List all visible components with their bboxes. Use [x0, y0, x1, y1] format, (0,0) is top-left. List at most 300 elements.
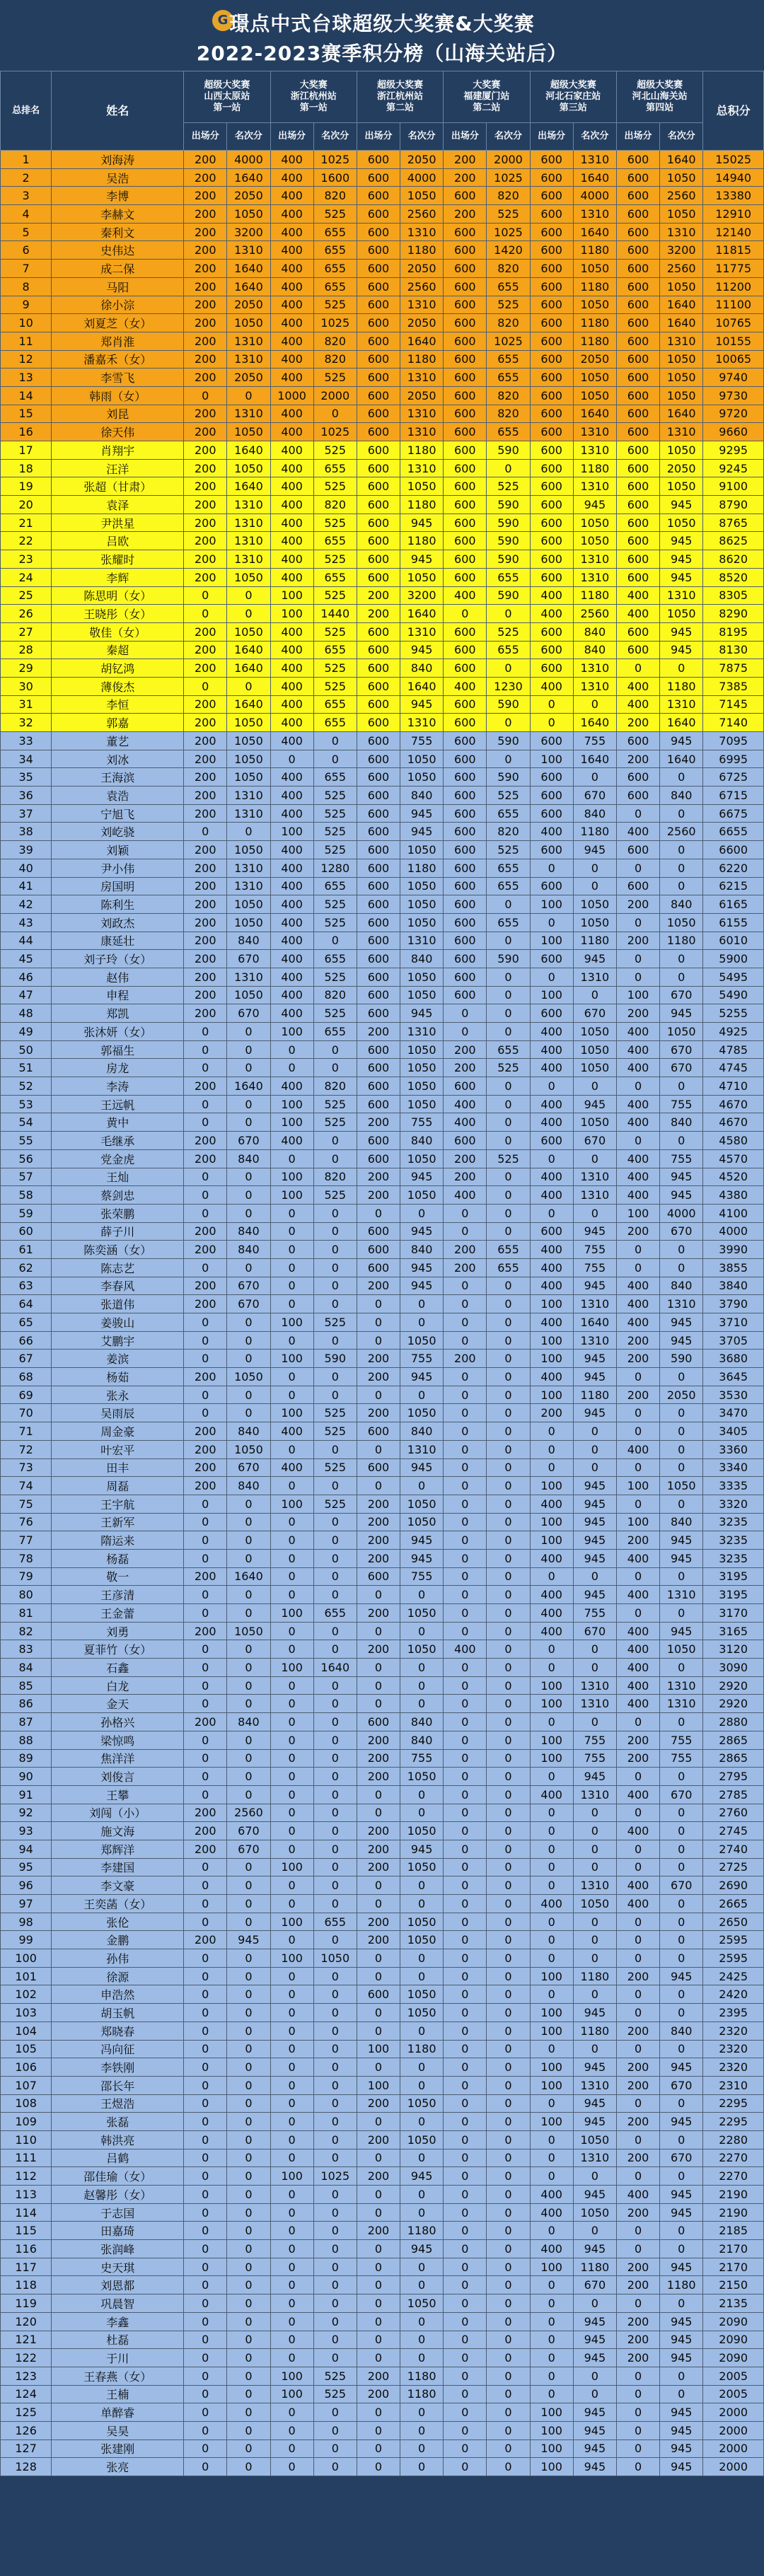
score-cell: 840 — [400, 1132, 444, 1150]
score-cell: 0 — [530, 968, 573, 986]
score-cell: 945 — [400, 1549, 444, 1567]
score-cell: 0 — [313, 750, 357, 768]
score-cell: 1050 — [400, 1640, 444, 1659]
score-cell: 600 — [444, 950, 487, 968]
score-cell: 0 — [184, 1040, 227, 1059]
score-cell: 0 — [487, 2186, 530, 2204]
rank-cell: 49 — [1, 1023, 52, 1041]
score-cell: 0 — [270, 1840, 313, 1858]
score-cell: 600 — [444, 913, 487, 932]
score-cell: 1050 — [400, 1931, 444, 1949]
score-cell: 0 — [270, 2439, 313, 2458]
score-cell: 600 — [357, 968, 400, 986]
score-cell: 600 — [357, 1059, 400, 1077]
score-cell: 0 — [487, 1731, 530, 1749]
score-cell: 0 — [530, 1077, 573, 1096]
total-points-cell: 2920 — [703, 1676, 764, 1695]
player-name-cell: 白龙 — [52, 1676, 184, 1695]
score-cell: 600 — [616, 296, 659, 314]
score-cell: 1050 — [227, 568, 270, 586]
rank-cell: 61 — [1, 1241, 52, 1259]
score-cell: 945 — [660, 2349, 703, 2367]
score-cell: 1050 — [400, 877, 444, 895]
score-cell: 200 — [357, 1531, 400, 1550]
score-cell: 0 — [313, 1132, 357, 1150]
rank-cell: 8 — [1, 277, 52, 296]
rank-cell: 82 — [1, 1622, 52, 1640]
score-cell: 0 — [660, 968, 703, 986]
score-cell: 590 — [487, 532, 530, 550]
score-cell: 600 — [616, 369, 659, 387]
score-cell: 400 — [444, 677, 487, 695]
stop-header-line: 超级大奖赛 — [637, 80, 683, 91]
score-cell: 755 — [660, 1149, 703, 1168]
table-row — [1, 187, 764, 205]
player-name-cell: 肖翔宇 — [52, 441, 184, 460]
score-cell: 0 — [573, 1149, 616, 1168]
total-points-cell: 8290 — [703, 605, 764, 623]
score-cell: 600 — [616, 205, 659, 224]
stop-header — [616, 71, 702, 123]
score-cell: 0 — [184, 1785, 227, 1804]
score-cell: 0 — [487, 1640, 530, 1659]
total-points-cell: 5255 — [703, 1004, 764, 1023]
score-cell: 655 — [487, 877, 530, 895]
score-cell: 945 — [573, 2113, 616, 2131]
score-cell: 600 — [357, 296, 400, 314]
total-points-cell: 3405 — [703, 1422, 764, 1441]
score-cell: 590 — [487, 768, 530, 787]
score-cell: 0 — [313, 1040, 357, 1059]
score-cell: 655 — [313, 714, 357, 732]
player-name-cell: 敬一 — [52, 1567, 184, 1586]
score-cell: 0 — [357, 2403, 400, 2422]
score-cell: 590 — [487, 496, 530, 514]
score-cell: 0 — [184, 1386, 227, 1404]
score-cell: 1640 — [660, 151, 703, 169]
rank-cell: 125 — [1, 2403, 52, 2422]
score-cell: 600 — [444, 386, 487, 405]
score-cell: 0 — [227, 2004, 270, 2022]
player-name-cell: 张沐妍（女） — [52, 1023, 184, 1041]
table-row — [1, 768, 764, 787]
score-cell: 1050 — [660, 1640, 703, 1659]
page-title: 璟点中式台球超级大奖赛&大奖赛 — [229, 12, 535, 35]
score-cell: 600 — [616, 732, 659, 750]
score-cell: 600 — [530, 804, 573, 823]
score-cell: 0 — [313, 1840, 357, 1858]
score-cell: 0 — [227, 2276, 270, 2294]
score-cell: 100 — [530, 1331, 573, 1350]
score-cell: 945 — [573, 2094, 616, 2113]
score-cell: 1050 — [400, 768, 444, 787]
stop-header-line: 第二站 — [386, 103, 415, 113]
score-cell: 1180 — [573, 277, 616, 296]
score-cell: 200 — [184, 568, 227, 586]
score-cell: 3200 — [227, 223, 270, 241]
score-cell: 755 — [660, 1095, 703, 1113]
total-points-cell: 2595 — [703, 1931, 764, 1949]
score-cell: 525 — [313, 296, 357, 314]
score-cell: 0 — [184, 1749, 227, 1768]
table-row — [1, 369, 764, 387]
score-cell: 0 — [444, 1931, 487, 1949]
score-cell: 400 — [530, 1785, 573, 1804]
score-cell: 1180 — [573, 932, 616, 950]
score-cell: 1050 — [573, 532, 616, 550]
total-points-cell: 11815 — [703, 241, 764, 260]
score-cell: 2050 — [400, 314, 444, 332]
score-cell: 0 — [616, 1858, 659, 1876]
score-cell: 0 — [487, 1913, 530, 1931]
score-cell: 1050 — [573, 369, 616, 387]
player-name-cell: 陈志艺 — [52, 1258, 184, 1277]
score-cell: 0 — [487, 1295, 530, 1313]
score-cell: 0 — [184, 1258, 227, 1277]
score-cell: 0 — [184, 2403, 227, 2422]
rank-cell: 7 — [1, 260, 52, 278]
rank-cell: 108 — [1, 2094, 52, 2113]
score-cell: 200 — [184, 1149, 227, 1168]
score-cell: 820 — [313, 1077, 357, 1096]
score-cell: 200 — [357, 1350, 400, 1368]
score-cell: 0 — [184, 1676, 227, 1695]
score-cell: 600 — [530, 386, 573, 405]
total-points-cell: 2190 — [703, 2203, 764, 2222]
total-points-cell: 3195 — [703, 1586, 764, 1604]
score-cell: 1050 — [660, 605, 703, 623]
score-cell: 0 — [487, 1895, 530, 1913]
score-cell: 0 — [313, 1204, 357, 1222]
total-points-cell: 10065 — [703, 350, 764, 369]
table-row — [1, 804, 764, 823]
score-cell: 0 — [184, 2203, 227, 2222]
score-cell: 600 — [444, 369, 487, 387]
score-cell: 1310 — [573, 659, 616, 678]
stop-header-line: 大奖赛 — [473, 80, 501, 91]
score-cell: 400 — [530, 1549, 573, 1567]
score-cell: 1310 — [400, 296, 444, 314]
score-cell: 0 — [530, 1659, 573, 1677]
score-cell: 600 — [357, 205, 400, 224]
score-cell: 1050 — [227, 913, 270, 932]
score-cell: 0 — [227, 1168, 270, 1186]
player-name-cell: 董艺 — [52, 732, 184, 750]
table-row — [1, 2294, 764, 2313]
score-cell: 1050 — [400, 1985, 444, 2004]
score-cell: 600 — [530, 1132, 573, 1150]
score-cell: 1310 — [660, 1695, 703, 1713]
score-cell: 0 — [444, 1586, 487, 1604]
score-cell: 1050 — [400, 1095, 444, 1113]
score-cell: 200 — [184, 514, 227, 532]
score-cell: 1640 — [227, 1077, 270, 1096]
score-cell: 0 — [616, 2385, 659, 2403]
score-cell: 655 — [487, 641, 530, 659]
score-cell: 945 — [400, 1531, 444, 1550]
score-cell: 0 — [184, 1168, 227, 1186]
table-row — [1, 787, 764, 805]
score-cell: 0 — [184, 1113, 227, 1132]
score-cell: 2050 — [227, 187, 270, 205]
score-cell: 0 — [184, 1095, 227, 1113]
score-cell: 0 — [184, 1895, 227, 1913]
score-cell: 0 — [660, 1604, 703, 1623]
total-points-cell: 7140 — [703, 714, 764, 732]
score-cell: 200 — [616, 1531, 659, 1550]
score-cell: 0 — [313, 1858, 357, 1876]
score-cell: 670 — [660, 1785, 703, 1804]
score-cell: 600 — [357, 314, 400, 332]
table-row — [1, 2222, 764, 2240]
score-cell: 0 — [530, 1876, 573, 1895]
score-cell: 100 — [530, 2458, 573, 2476]
score-cell: 2560 — [227, 1804, 270, 1822]
score-cell: 525 — [313, 841, 357, 859]
score-cell: 0 — [530, 1985, 573, 2004]
score-cell: 525 — [313, 1004, 357, 1023]
table-row — [1, 1659, 764, 1677]
table-row — [1, 1331, 764, 1350]
rank-cell: 54 — [1, 1113, 52, 1132]
rank-cell: 28 — [1, 641, 52, 659]
score-cell: 200 — [357, 2130, 400, 2149]
score-cell: 840 — [573, 641, 616, 659]
score-cell: 0 — [227, 1204, 270, 1222]
score-cell: 0 — [184, 2094, 227, 2113]
score-cell: 840 — [400, 1731, 444, 1749]
score-cell: 0 — [487, 1931, 530, 1949]
score-cell: 0 — [270, 1386, 313, 1404]
rank-cell: 14 — [1, 386, 52, 405]
score-cell: 1050 — [400, 2094, 444, 2113]
table-row — [1, 877, 764, 895]
score-cell: 655 — [313, 950, 357, 968]
score-cell: 1050 — [573, 1895, 616, 1913]
score-cell: 0 — [270, 1513, 313, 1531]
table-row — [1, 677, 764, 695]
score-cell: 0 — [227, 1040, 270, 1059]
score-cell: 0 — [313, 932, 357, 950]
player-name-cell: 宁旭飞 — [52, 804, 184, 823]
score-cell: 0 — [530, 1913, 573, 1931]
score-cell: 840 — [573, 622, 616, 641]
rank-cell: 80 — [1, 1586, 52, 1604]
score-cell: 0 — [400, 1804, 444, 1822]
score-cell: 600 — [444, 459, 487, 477]
score-cell: 600 — [357, 441, 400, 460]
score-cell: 1050 — [227, 1622, 270, 1640]
score-cell: 0 — [357, 1331, 400, 1350]
total-points-cell: 8625 — [703, 532, 764, 550]
score-cell: 590 — [487, 514, 530, 532]
score-cell: 2050 — [400, 151, 444, 169]
table-row — [1, 1768, 764, 1786]
score-cell: 0 — [487, 1513, 530, 1531]
table-row — [1, 1313, 764, 1332]
score-cell: 0 — [400, 1386, 444, 1404]
table-row — [1, 1149, 764, 1168]
total-points-cell: 2880 — [703, 1713, 764, 1731]
score-cell: 945 — [660, 2113, 703, 2131]
stop-header-line: 第二站 — [473, 103, 501, 113]
score-cell: 0 — [357, 2021, 400, 2040]
score-cell: 0 — [270, 1731, 313, 1749]
score-cell: 200 — [357, 1822, 400, 1840]
score-cell: 945 — [660, 496, 703, 514]
score-cell: 100 — [270, 1404, 313, 1422]
rank-cell: 106 — [1, 2058, 52, 2077]
score-cell: 0 — [487, 2294, 530, 2313]
score-cell: 525 — [487, 205, 530, 224]
score-cell: 0 — [487, 1531, 530, 1550]
score-cell: 0 — [660, 841, 703, 859]
score-cell: 0 — [184, 1549, 227, 1567]
score-cell: 200 — [357, 2385, 400, 2403]
score-cell: 2560 — [400, 277, 444, 296]
score-cell: 200 — [184, 768, 227, 787]
score-cell: 0 — [487, 1168, 530, 1186]
player-name-cell: 刘夏芝（女） — [52, 314, 184, 332]
score-cell: 200 — [357, 1495, 400, 1513]
score-cell: 1025 — [313, 423, 357, 441]
score-cell: 0 — [227, 2258, 270, 2276]
score-cell: 200 — [184, 1295, 227, 1313]
score-cell: 400 — [530, 1040, 573, 1059]
table-row — [1, 2040, 764, 2058]
table-row — [1, 1095, 764, 1113]
score-cell: 600 — [530, 223, 573, 241]
player-name-cell: 巩晨智 — [52, 2294, 184, 2313]
score-cell: 0 — [270, 2312, 313, 2331]
standings-table — [0, 71, 764, 2476]
rank-cell: 107 — [1, 2076, 52, 2094]
player-name-cell: 姜骏山 — [52, 1313, 184, 1332]
score-cell: 1050 — [573, 296, 616, 314]
total-points-cell: 4520 — [703, 1168, 764, 1186]
score-cell: 0 — [357, 1295, 400, 1313]
score-cell: 200 — [357, 1858, 400, 1876]
score-cell: 0 — [184, 1659, 227, 1677]
total-points-cell: 2270 — [703, 2149, 764, 2167]
score-cell: 655 — [487, 369, 530, 387]
score-cell: 600 — [616, 459, 659, 477]
score-cell: 0 — [660, 2385, 703, 2403]
rank-cell: 45 — [1, 950, 52, 968]
score-cell: 100 — [270, 1186, 313, 1205]
score-cell: 0 — [487, 2130, 530, 2149]
score-cell: 670 — [227, 1295, 270, 1313]
player-name-cell: 田嘉琦 — [52, 2222, 184, 2240]
total-points-cell: 3790 — [703, 1295, 764, 1313]
score-cell: 200 — [444, 1040, 487, 1059]
score-cell: 945 — [400, 2240, 444, 2258]
score-cell: 600 — [357, 950, 400, 968]
total-points-cell: 2665 — [703, 1895, 764, 1913]
score-cell: 600 — [530, 459, 573, 477]
score-cell: 200 — [184, 695, 227, 714]
player-name-cell: 姜滨 — [52, 1350, 184, 1368]
player-name-cell: 刘俊言 — [52, 1768, 184, 1786]
score-cell: 0 — [184, 1967, 227, 1985]
score-cell: 400 — [270, 1422, 313, 1441]
score-cell: 200 — [184, 622, 227, 641]
score-cell: 400 — [616, 1149, 659, 1168]
score-cell: 600 — [530, 260, 573, 278]
score-cell: 200 — [357, 2167, 400, 2186]
score-cell: 0 — [400, 1676, 444, 1695]
total-points-cell: 11200 — [703, 277, 764, 296]
score-cell: 400 — [616, 1695, 659, 1713]
score-cell: 0 — [270, 2149, 313, 2167]
score-cell: 100 — [530, 2021, 573, 2040]
score-cell: 0 — [184, 2186, 227, 2204]
score-cell: 0 — [357, 2004, 400, 2022]
score-cell: 0 — [227, 2421, 270, 2439]
score-cell: 0 — [184, 1023, 227, 1041]
score-cell: 945 — [573, 2312, 616, 2331]
score-cell: 0 — [227, 1731, 270, 1749]
score-cell: 755 — [660, 1749, 703, 1768]
player-name-cell: 李文豪 — [52, 1876, 184, 1895]
score-cell: 0 — [357, 1477, 400, 1495]
table-row — [1, 695, 764, 714]
score-cell: 0 — [444, 1295, 487, 1313]
score-cell: 400 — [270, 695, 313, 714]
score-cell: 0 — [227, 677, 270, 695]
score-cell: 0 — [616, 950, 659, 968]
score-cell: 600 — [444, 732, 487, 750]
score-cell: 200 — [184, 1931, 227, 1949]
score-cell: 0 — [227, 1513, 270, 1531]
player-name-cell: 叶宏平 — [52, 1440, 184, 1458]
score-cell: 0 — [313, 2349, 357, 2367]
score-cell: 600 — [357, 787, 400, 805]
score-cell: 0 — [530, 1422, 573, 1441]
rank-cell: 25 — [1, 586, 52, 605]
table-row — [1, 1495, 764, 1513]
score-cell: 945 — [573, 1368, 616, 1386]
score-cell: 670 — [573, 1622, 616, 1640]
score-cell: 100 — [270, 1949, 313, 1968]
score-cell: 670 — [660, 986, 703, 1004]
score-cell: 755 — [400, 1749, 444, 1768]
table-row — [1, 1023, 764, 1041]
score-cell: 0 — [487, 1004, 530, 1023]
score-cell: 400 — [270, 768, 313, 787]
rank-cell: 101 — [1, 1967, 52, 1985]
score-cell: 0 — [184, 1513, 227, 1531]
score-cell: 0 — [227, 2349, 270, 2367]
score-cell: 840 — [660, 787, 703, 805]
score-cell: 0 — [616, 1404, 659, 1422]
score-cell: 3200 — [400, 586, 444, 605]
player-name-cell: 施文海 — [52, 1822, 184, 1840]
score-cell: 1025 — [313, 151, 357, 169]
player-name-cell: 夏菲竹（女） — [52, 1640, 184, 1659]
score-cell: 0 — [573, 1949, 616, 1968]
player-name-cell: 汪洋 — [52, 459, 184, 477]
score-cell: 600 — [616, 441, 659, 460]
score-cell: 0 — [270, 1931, 313, 1949]
score-cell: 400 — [530, 1368, 573, 1386]
player-name-cell: 薛子川 — [52, 1222, 184, 1241]
score-cell: 0 — [660, 1822, 703, 1840]
total-points-cell: 6995 — [703, 750, 764, 768]
score-cell: 0 — [487, 1967, 530, 1985]
score-cell: 0 — [270, 1531, 313, 1550]
score-cell: 2050 — [227, 369, 270, 387]
